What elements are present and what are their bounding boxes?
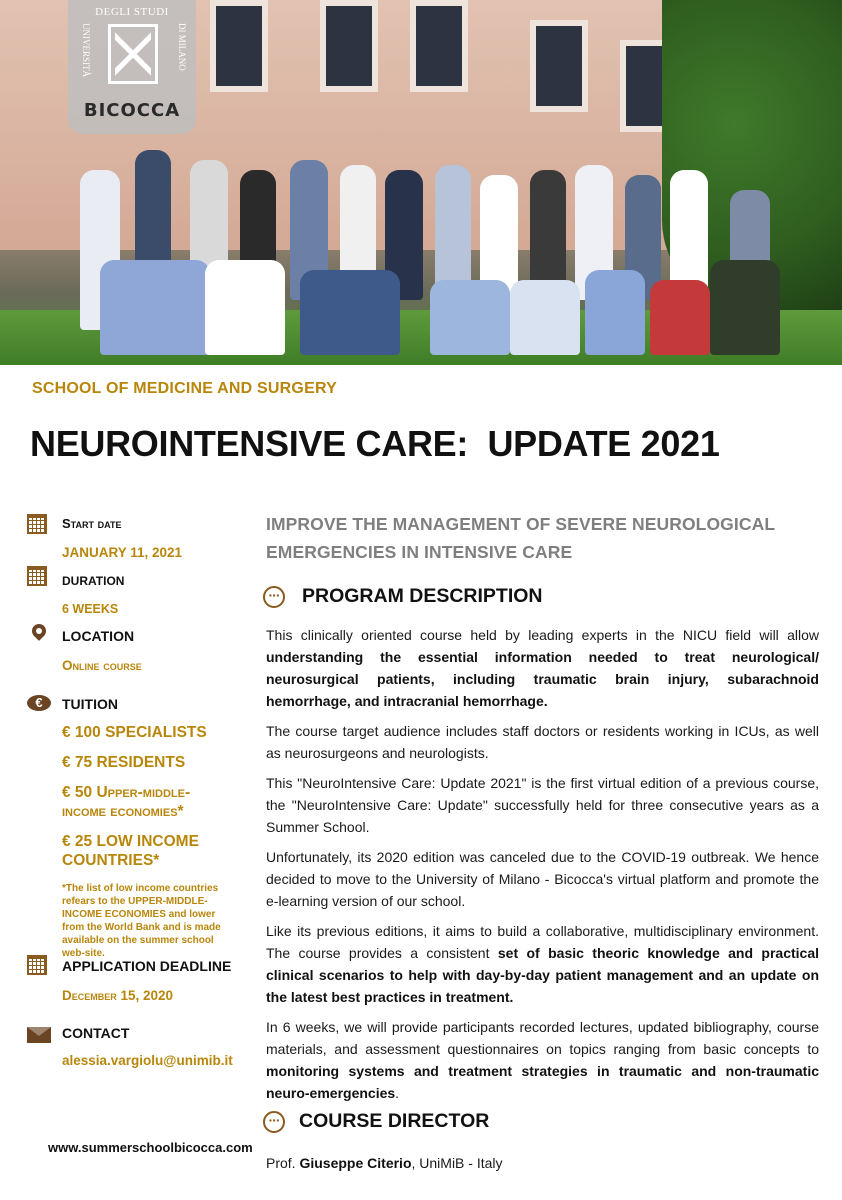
group-of-people <box>40 150 810 360</box>
director-name: Giuseppe Citerio <box>299 1155 412 1171</box>
subtitle-line-1: IMPROVE THE MANAGEMENT OF SEVERE NEUROLOGICAL <box>266 514 776 534</box>
logo-emblem-icon <box>108 24 158 84</box>
website-link[interactable]: www.summerschoolbicocca.com <box>48 1140 253 1155</box>
paragraph-1-text: This clinically oriented course held by leading experts in the NICU field will allow <box>266 627 819 643</box>
location-value: Online course <box>62 658 142 673</box>
director-heading: COURSE DIRECTOR <box>299 1110 490 1132</box>
location-label: LOCATION <box>62 628 135 644</box>
paragraph-6 <box>266 1016 819 1104</box>
window <box>410 0 468 92</box>
paragraph-5-text: Like its previous editions, it aims to build a collaborative, multidisciplinary environment. The course provides a consistent <box>266 923 819 961</box>
paragraph-2: The course target audience includes staff doctors or residents working in ICUs, as well as neurosurgeons and neurologists. <box>266 723 819 761</box>
contact-block <box>27 1024 242 1084</box>
envelope-icon <box>27 1027 51 1043</box>
start-date-value: JANUARY 11, 2021 <box>62 545 183 560</box>
more-dots-icon: ··· <box>263 1111 285 1133</box>
paragraph-5 <box>266 920 819 1008</box>
university-logo <box>68 0 196 134</box>
logo-top-text: DEGLI STUDI <box>95 6 169 18</box>
paragraph-5-emphasis: set of basic theoric knowledge and practical clinical scenarios to help with day-by-day patient management and an update on the latest best practices in treatment. <box>266 945 819 1005</box>
paragraph-6-end: . <box>395 1085 400 1101</box>
director-line <box>266 1152 819 1174</box>
tuition-block <box>27 693 242 959</box>
window <box>210 0 268 92</box>
paragraph-3: This "NeuroIntensive Care: Update 2021" is the first virtual edition of a previous course, the "NeuroIntensive Care: Update" successfully held for three consecutive years as a Summer School. <box>266 775 819 835</box>
calendar-icon <box>27 955 47 975</box>
page-title: NEUROINTENSIVE CARE: UPDATE 2021 <box>30 423 720 464</box>
subtitle-line-2: EMERGENCIES IN INTENSIVE CARE <box>266 542 573 562</box>
contact-email[interactable]: alessia.vargiolu@unimib.it <box>62 1053 233 1068</box>
program-description <box>266 624 819 1104</box>
deadline-value: December 15, 2020 <box>62 988 174 1003</box>
logo-right-text: DI MILANO <box>177 23 187 71</box>
fee-low-income: € 25 LOW INCOME COUNTRIES* <box>62 833 199 869</box>
school-name: SCHOOL OF MEDICINE AND SURGERY <box>32 380 337 397</box>
paragraph-6-emphasis: monitoring systems and treatment strategies in traumatic and non-traumatic neuro-emergencies <box>266 1063 819 1101</box>
paragraph-6-text: In 6 weeks, we will provide participants recorded lectures, updated bibliography, course materials, and assessment questionnaires on topics ranging from basic concepts to <box>266 1019 819 1057</box>
paragraph-1-emphasis: understanding the essential information needed to treat neurological/ neurosurgical patients, including traumatic brain injury, subarachnoid hemorrhage, and intracranial hemorrhage. <box>266 649 819 709</box>
calendar-icon <box>27 566 47 586</box>
fee-upper-middle-income: € 50 Upper-middle-income economies* <box>62 784 191 820</box>
director-affiliation: , UniMiB - Italy <box>411 1155 503 1171</box>
subtitle-block <box>266 510 819 566</box>
location-pin-icon <box>29 621 49 641</box>
contact-label: CONTACT <box>62 1025 130 1041</box>
duration-label: DURATION <box>62 574 125 588</box>
tuition-label: TUITION <box>62 696 118 712</box>
window <box>530 20 588 112</box>
director-prefix: Prof. <box>266 1155 296 1171</box>
deadline-label: APPLICATION DEADLINE <box>62 958 232 974</box>
fee-residents: € 75 RESIDENTS <box>62 754 186 771</box>
window <box>320 0 378 92</box>
calendar-icon <box>27 514 47 534</box>
logo-word: BICOCCA <box>83 100 181 121</box>
duration-block <box>27 566 242 626</box>
duration-value: 6 WEEKS <box>62 602 119 616</box>
director-block <box>266 1152 819 1174</box>
fee-specialists: € 100 SPECIALISTS <box>62 724 207 741</box>
start-date-label: Start date <box>62 516 122 531</box>
paragraph-1 <box>266 624 819 712</box>
location-block <box>27 622 242 682</box>
more-dots-icon: ··· <box>263 586 285 608</box>
euro-icon: € <box>27 695 51 711</box>
deadline-block <box>27 955 242 1015</box>
tuition-note: *The list of low income countries refears to the UPPER-MIDDLE-INCOME ECONOMIES and lower from the World Bank and is made available on the summer school web-site. <box>62 883 221 959</box>
paragraph-4: Unfortunately, its 2020 edition was canceled due to the COVID-19 outbreak. We hence decided to move to the University of Milano - Bicocca's virtual platform and promote the e-learning version of our school. <box>266 849 819 909</box>
program-heading: PROGRAM DESCRIPTION <box>302 585 543 607</box>
logo-left-text: UNIVERSITÀ <box>81 23 91 77</box>
